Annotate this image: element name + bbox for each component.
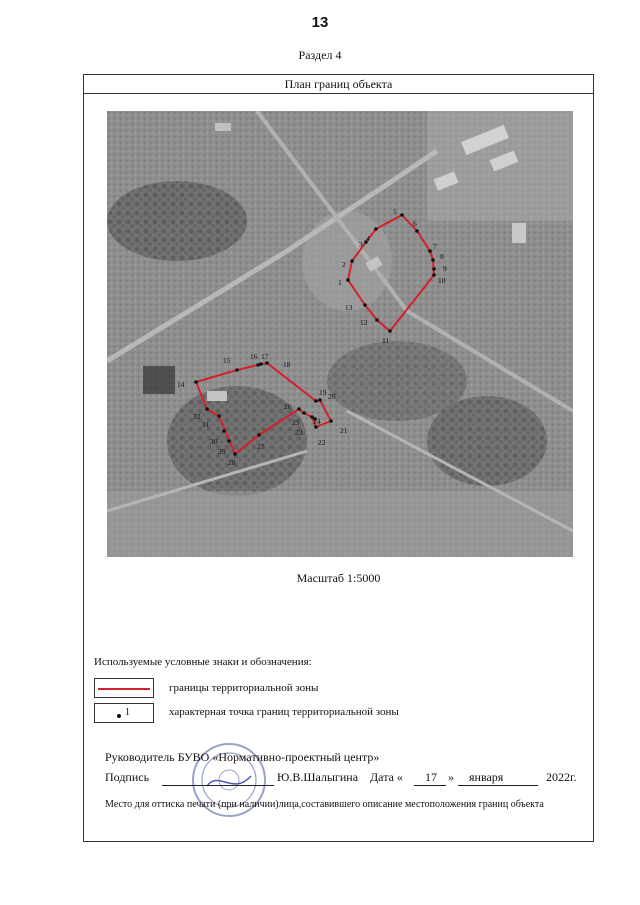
point-label: 12	[360, 318, 368, 327]
aerial-map	[107, 111, 573, 557]
legend-point-number: 1	[125, 707, 130, 718]
date-day: 17	[425, 770, 437, 784]
point-label: 5	[393, 207, 397, 216]
date-day-line	[414, 785, 446, 786]
point-label: 8	[440, 252, 444, 261]
point-label: 32	[193, 412, 201, 421]
point-label: 20	[328, 392, 336, 401]
point-label: 30	[210, 437, 218, 446]
section-title: Раздел 4	[298, 48, 342, 62]
legend-boundary-symbol	[94, 678, 154, 698]
point-label: 17	[261, 352, 269, 361]
point-label: 22	[318, 438, 326, 447]
legend-point-symbol	[94, 703, 154, 723]
plan-title: План границ объекта	[84, 75, 593, 94]
stamp-note: Место для оттиска печати (при наличии)лица,составившего описание местоположения границ объекта	[105, 799, 544, 810]
point-label: 28	[228, 458, 236, 467]
signer-name: Ю.В.Шалыгина	[277, 770, 359, 784]
point-label: 27	[257, 442, 265, 451]
point-label: 24	[313, 417, 321, 426]
point-label: 3	[359, 240, 363, 249]
head-organization: Руководитель БУВО «Нормативно-проектный центр»	[105, 750, 380, 764]
point-label: 16	[250, 352, 258, 361]
point-label: 6	[413, 219, 417, 228]
point-label: 9	[443, 264, 447, 273]
legend-boundary-label: границы территориальной зоны	[169, 682, 319, 694]
scale-label: Масштаб 1:5000	[296, 571, 381, 585]
point-label: 2	[342, 260, 346, 269]
plan-frame	[83, 74, 594, 842]
point-label: 23	[295, 428, 303, 437]
date-month-line	[458, 785, 538, 786]
page-number: 13	[311, 14, 329, 31]
date-label: Дата «	[370, 770, 403, 784]
point-label: 10	[438, 276, 446, 285]
sign-label: Подпись	[105, 770, 150, 784]
point-label: 19	[319, 388, 327, 397]
point-label: 18	[283, 360, 291, 369]
point-label: 25	[292, 418, 300, 427]
point-label: 4	[366, 234, 370, 243]
point-label: 29	[218, 447, 226, 456]
point-label: 7	[433, 242, 437, 251]
red-line-icon	[98, 688, 150, 690]
point-label: 31	[202, 420, 210, 429]
point-label: 14	[177, 380, 185, 389]
legend-point-label: характерная точка границ территориальной зоны	[169, 706, 399, 718]
point-label: 21	[340, 426, 348, 435]
date-month: января	[469, 770, 504, 784]
point-label: 15	[223, 356, 231, 365]
legend-title: Используемые условные знаки и обозначения:	[94, 656, 312, 668]
point-label: 1	[338, 278, 342, 287]
date-year: 2022г.	[546, 770, 577, 784]
point-label: 11	[382, 336, 390, 345]
point-label: 13	[345, 303, 353, 312]
signature-line	[162, 785, 274, 786]
point-label: 26	[284, 402, 292, 411]
point-dot-icon	[117, 714, 121, 718]
date-separator: »	[448, 770, 454, 784]
